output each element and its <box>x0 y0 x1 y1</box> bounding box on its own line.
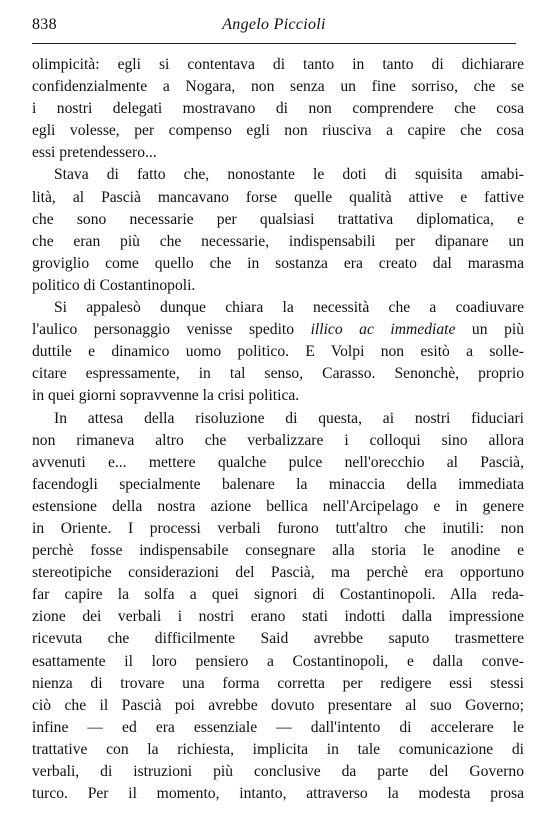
text-line: in Oriente. I processi verbali furono tutt'altro che inutili: non <box>32 519 524 537</box>
body-text <box>32 54 524 805</box>
text-line: nienza di trovare una forma corretta per redigere essi stessi <box>32 674 524 692</box>
text-line: ricevuta che difficilmente Said avrebbe saputo trasmettere <box>32 630 524 648</box>
text-line: duttile e dinamico uomo politico. E Volpi non esitò a solle- <box>32 343 524 361</box>
italic-latin-phrase: illico ac immediate <box>310 321 456 339</box>
page-number: 838 <box>32 16 57 33</box>
text-line: groviglio come quello che in sostanza era creato dal marasma <box>32 254 524 272</box>
text-line: che sono necessarie per qualsiasi trattativa diplomatica, e <box>32 210 524 228</box>
text-line: lità, al Pascià mancavano forse quelle qualità attive e fattive <box>32 188 524 206</box>
text-line: citare espressamente, in tal senso, Carasso. Senonchè, proprio <box>32 365 524 383</box>
text-line: esattamente il loro pensiero a Costantinopoli, e dalla conve- <box>32 652 524 670</box>
text-line: olimpicità: egli si contentava di tanto in tanto di dichiarare <box>32 56 524 73</box>
text-line: stereotipiche considerazioni del Pascià, ma perchè era opportuno <box>32 564 524 582</box>
text-line: egli volesse, per compenso egli non riusciva a capire che cosa <box>32 122 524 140</box>
text-line: far capire la solfa a quei signori di Costantinopoli. Alla reda- <box>32 586 524 604</box>
text-line: facendogli specialmente balenare la minaccia della immediata <box>32 475 524 493</box>
text-segment: l'aulico personaggio venisse spedito <box>32 321 311 339</box>
text-line: verbali, di istruzioni più conclusive da parte del Governo <box>32 763 524 780</box>
text-line: zione dei verbali i nostri erano stati indotti dalla impressione <box>32 608 524 626</box>
text-line: i nostri delegati mostravano di non comprendere che cosa <box>32 100 524 118</box>
page-header <box>32 16 516 40</box>
text-line-with-italic <box>32 319 524 341</box>
text-line: essi pretendessero... <box>32 144 157 162</box>
text-line: che eran più che necessarie, indispensabili per dipanare un <box>32 232 524 250</box>
text-segment: un più <box>455 321 524 339</box>
text-line: infine — ed era essenziale — dall'intento di accelerare le <box>32 718 524 736</box>
text-line: in quei giorni sopravvenne la crisi politica. <box>32 387 300 405</box>
text-line: ciò che il Pascià poi avrebbe dovuto presentare al suo Governo; <box>32 696 524 714</box>
running-head: Angelo Piccioli <box>222 16 326 33</box>
text-line: trattative con la richiesta, implicita in tale comunicazione di <box>32 740 524 758</box>
text-line: confidenzialmente a Nogara, non senza un fine sorriso, che se <box>32 78 524 96</box>
header-rule <box>32 43 516 44</box>
text-line: non rimaneva altro che verbalizzare i colloqui sino allora <box>32 431 524 449</box>
text-line: In attesa della risoluzione di questa, ai nostri fiduciari <box>54 409 524 427</box>
text-line: perchè fosse indispensabile consegnare alla storia le anodine e <box>32 542 524 560</box>
text-line: turco. Per il momento, intanto, attraverso la modesta prosa <box>32 785 524 803</box>
text-line: avvenuti e... mettere qualche pulce nell'orecchio al Pascià, <box>32 453 524 471</box>
text-line: estensione della nostra azione bellica nell'Arcipelago e in genere <box>32 497 524 515</box>
text-line: Si appalesò dunque chiara la necessità che a coadiuvare <box>54 299 524 317</box>
text-line: politico di Costantinopoli. <box>32 276 196 294</box>
text-line: Stava di fatto che, nonostante le doti di squisita amabi- <box>54 166 524 184</box>
